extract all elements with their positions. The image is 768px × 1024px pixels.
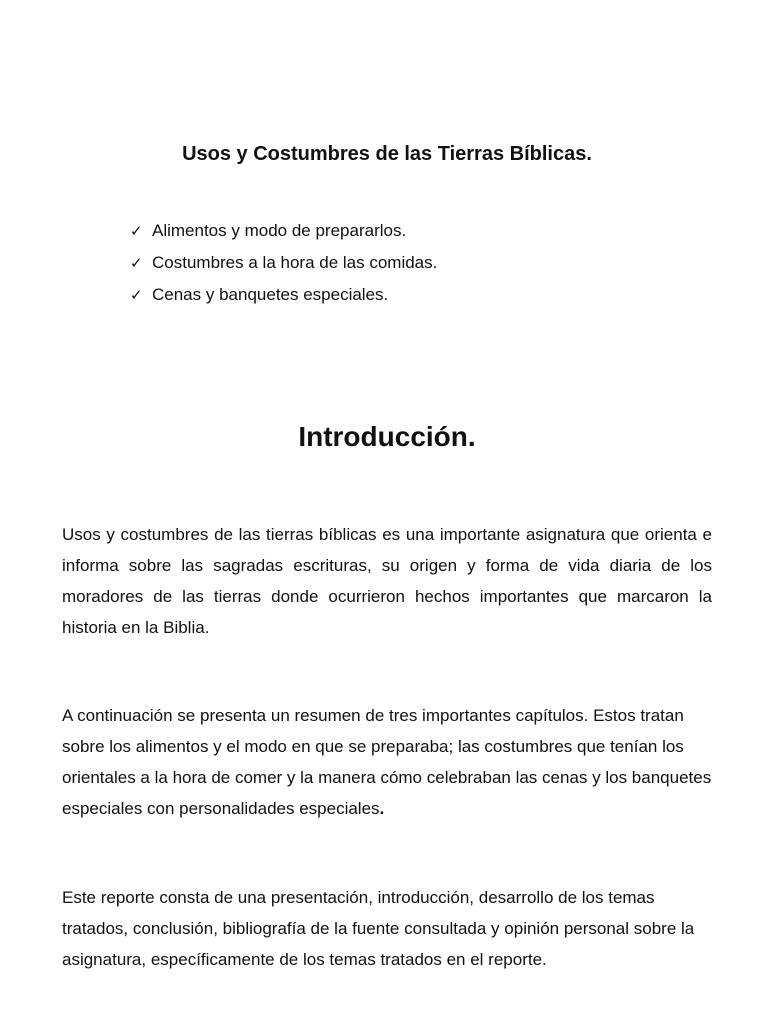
list-item — [130, 219, 437, 251]
document-title: Usos y Costumbres de las Tierras Bíblicas. — [182, 143, 592, 165]
topic-list — [130, 219, 437, 315]
topic-label: Cenas y banquetes especiales. — [152, 285, 389, 304]
checkmark-icon: ✓ — [130, 287, 143, 304]
paragraph-2 — [62, 700, 712, 824]
section-heading: Introducción. — [298, 421, 476, 452]
paragraph-1: Usos y costumbres de las tierras bíblicas es una importante asignatura que orienta e informa sobre las sagradas escrituras, su origen y forma de vida diaria de los moradores de las tierras donde ocurrieron hechos importantes que marcaron la historia en la Biblia. — [62, 525, 712, 637]
checkmark-icon: ✓ — [130, 223, 143, 240]
topic-label: Alimentos y modo de prepararlos. — [152, 221, 407, 240]
checkmark-icon: ✓ — [130, 255, 143, 272]
list-item — [130, 251, 437, 283]
paragraph-2-text: A continuación se presenta un resumen de tres importantes capítulos. Estos tratan sobre los alimentos y el modo en que se preparaba; las costumbres que tenían los orientales a la hora de comer y la manera cómo celebraban las cenas y los banquetes especiales con personalidades especiales — [62, 706, 712, 818]
paragraph-3: Este reporte consta de una presentación, introducción, desarrollo de los temas tratados, conclusión, bibliografía de la fuente consultada y opinión personal sobre la asignatura, específicamente de los temas tratados en el reporte. — [62, 888, 695, 969]
list-item — [130, 283, 437, 315]
paragraph-2-end: . — [379, 799, 385, 818]
topic-label: Costumbres a la hora de las comidas. — [152, 253, 438, 272]
